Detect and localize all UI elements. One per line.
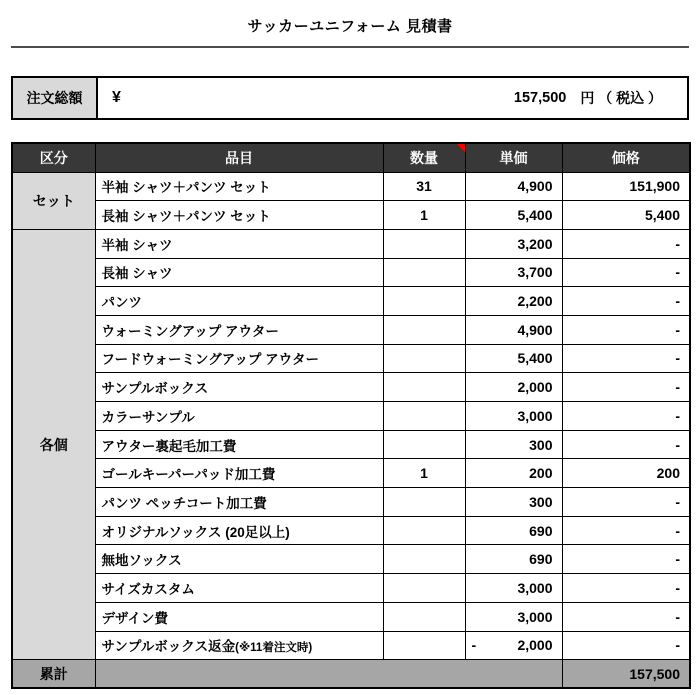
table-row xyxy=(12,459,690,488)
item-cell: カラーサンプル xyxy=(95,402,383,431)
table-row xyxy=(12,516,690,545)
table-row xyxy=(12,344,690,373)
price-cell: - xyxy=(562,402,690,431)
item-cell: アウター裏起毛加工費 xyxy=(95,430,383,459)
qty-cell xyxy=(383,315,465,344)
negative-sign: - xyxy=(471,637,477,654)
item-cell: 半袖 シャツ＋パンツ セット xyxy=(95,172,383,201)
price-cell: - xyxy=(562,574,690,603)
qty-cell: 1 xyxy=(383,201,465,230)
qty-cell xyxy=(383,402,465,431)
table-row xyxy=(12,287,690,316)
item-cell: デザイン費 xyxy=(95,602,383,631)
item-cell: パンツ xyxy=(95,287,383,316)
table-row xyxy=(12,258,690,287)
table-row xyxy=(12,402,690,431)
price-cell: - xyxy=(562,516,690,545)
table-row xyxy=(12,430,690,459)
item-cell: 長袖 シャツ xyxy=(95,258,383,287)
unit-price-cell: 4,900 xyxy=(465,172,562,201)
header-qty-label: 数量 xyxy=(410,149,438,166)
price-cell: - xyxy=(562,631,690,660)
price-cell: 200 xyxy=(562,459,690,488)
qty-cell: 1 xyxy=(383,459,465,488)
qty-cell xyxy=(383,574,465,603)
table-row xyxy=(12,545,690,574)
header-cell-item: 品目 xyxy=(95,143,383,172)
price-cell: - xyxy=(562,315,690,344)
qty-cell xyxy=(383,488,465,517)
item-cell: ゴールキーパーパッド加工費 xyxy=(95,459,383,488)
qty-cell xyxy=(383,344,465,373)
unit-price-value: 2,000 xyxy=(517,637,553,654)
price-cell: - xyxy=(562,373,690,402)
table-row xyxy=(12,488,690,517)
qty-cell xyxy=(383,602,465,631)
unit-price-cell: 2,000 xyxy=(465,373,562,402)
qty-cell xyxy=(383,516,465,545)
unit-price-cell: 3,700 xyxy=(465,258,562,287)
price-cell: - xyxy=(562,344,690,373)
total-label: 累計 xyxy=(12,660,95,689)
table-row xyxy=(12,602,690,631)
unit-price-cell: 3,000 xyxy=(465,602,562,631)
item-cell: サンプルボックス xyxy=(95,373,383,402)
order-total-box xyxy=(11,76,689,120)
title-rule xyxy=(11,46,689,48)
order-total-suffix: 円 （ 税込 ） xyxy=(580,90,662,106)
currency-symbol: ¥ xyxy=(112,89,121,106)
table-row xyxy=(12,201,690,230)
table-row xyxy=(12,631,690,660)
table-row xyxy=(12,574,690,603)
unit-price-cell: 690 xyxy=(465,545,562,574)
unit-price-cell: 3,200 xyxy=(465,229,562,258)
price-cell: 5,400 xyxy=(562,201,690,230)
comment-triangle-icon xyxy=(457,144,465,152)
unit-price-cell: 5,400 xyxy=(465,201,562,230)
total-row xyxy=(12,660,690,689)
unit-price-cell: 3,000 xyxy=(465,574,562,603)
header-cell-category: 区分 xyxy=(12,143,95,172)
unit-price-cell: 690 xyxy=(465,516,562,545)
table-row xyxy=(12,172,690,201)
header-row xyxy=(12,143,690,172)
unit-price-cell: 3,000 xyxy=(465,402,562,431)
price-cell: - xyxy=(562,258,690,287)
item-cell xyxy=(95,631,383,660)
item-cell: 半袖 シャツ xyxy=(95,229,383,258)
price-cell: - xyxy=(562,545,690,574)
item-cell: フードウォーミングアップ アウター xyxy=(95,344,383,373)
quotation-table xyxy=(11,142,691,689)
price-cell: - xyxy=(562,229,690,258)
total-spacer-cell xyxy=(95,660,562,689)
unit-price-cell: 4,900 xyxy=(465,315,562,344)
header-cell-unit-price: 単価 xyxy=(465,143,562,172)
qty-cell xyxy=(383,373,465,402)
unit-price-cell xyxy=(465,631,562,660)
category-cell-individual: 各個 xyxy=(12,229,95,659)
page-title: サッカーユニフォーム 見積書 xyxy=(247,18,453,35)
header-cell-qty xyxy=(383,143,465,172)
order-total-amount: 157,500 xyxy=(513,90,567,106)
price-cell: - xyxy=(562,488,690,517)
item-cell: オリジナルソックス (20足以上) xyxy=(95,516,383,545)
table-row xyxy=(12,229,690,258)
item-cell: ウォーミングアップ アウター xyxy=(95,315,383,344)
qty-cell xyxy=(383,287,465,316)
unit-price-cell: 300 xyxy=(465,488,562,517)
price-cell: - xyxy=(562,430,690,459)
price-cell: - xyxy=(562,602,690,631)
qty-cell xyxy=(383,545,465,574)
item-cell: 無地ソックス xyxy=(95,545,383,574)
header-cell-price: 価格 xyxy=(562,143,690,172)
order-total-row xyxy=(12,77,688,119)
item-cell: 長袖 シャツ＋パンツ セット xyxy=(95,201,383,230)
item-label: サンプルボックス返金 xyxy=(101,639,236,655)
qty-cell: 31 xyxy=(383,172,465,201)
qty-cell xyxy=(383,258,465,287)
category-cell-set: セット xyxy=(12,172,95,229)
unit-price-cell: 5,400 xyxy=(465,344,562,373)
table-row xyxy=(12,373,690,402)
unit-price-cell: 200 xyxy=(465,459,562,488)
order-total-label: 注文総額 xyxy=(12,77,97,119)
price-cell: - xyxy=(562,287,690,316)
qty-cell xyxy=(383,430,465,459)
item-note: (※11着注文時) xyxy=(235,642,313,655)
unit-price-cell: 2,200 xyxy=(465,287,562,316)
qty-cell xyxy=(383,631,465,660)
qty-cell xyxy=(383,229,465,258)
order-total-value-cell xyxy=(97,77,688,119)
table-row xyxy=(12,315,690,344)
price-cell: 151,900 xyxy=(562,172,690,201)
item-cell: サイズカスタム xyxy=(95,574,383,603)
unit-price-cell: 300 xyxy=(465,430,562,459)
item-cell: パンツ ペッチコート加工費 xyxy=(95,488,383,517)
total-price: 157,500 xyxy=(562,660,690,689)
